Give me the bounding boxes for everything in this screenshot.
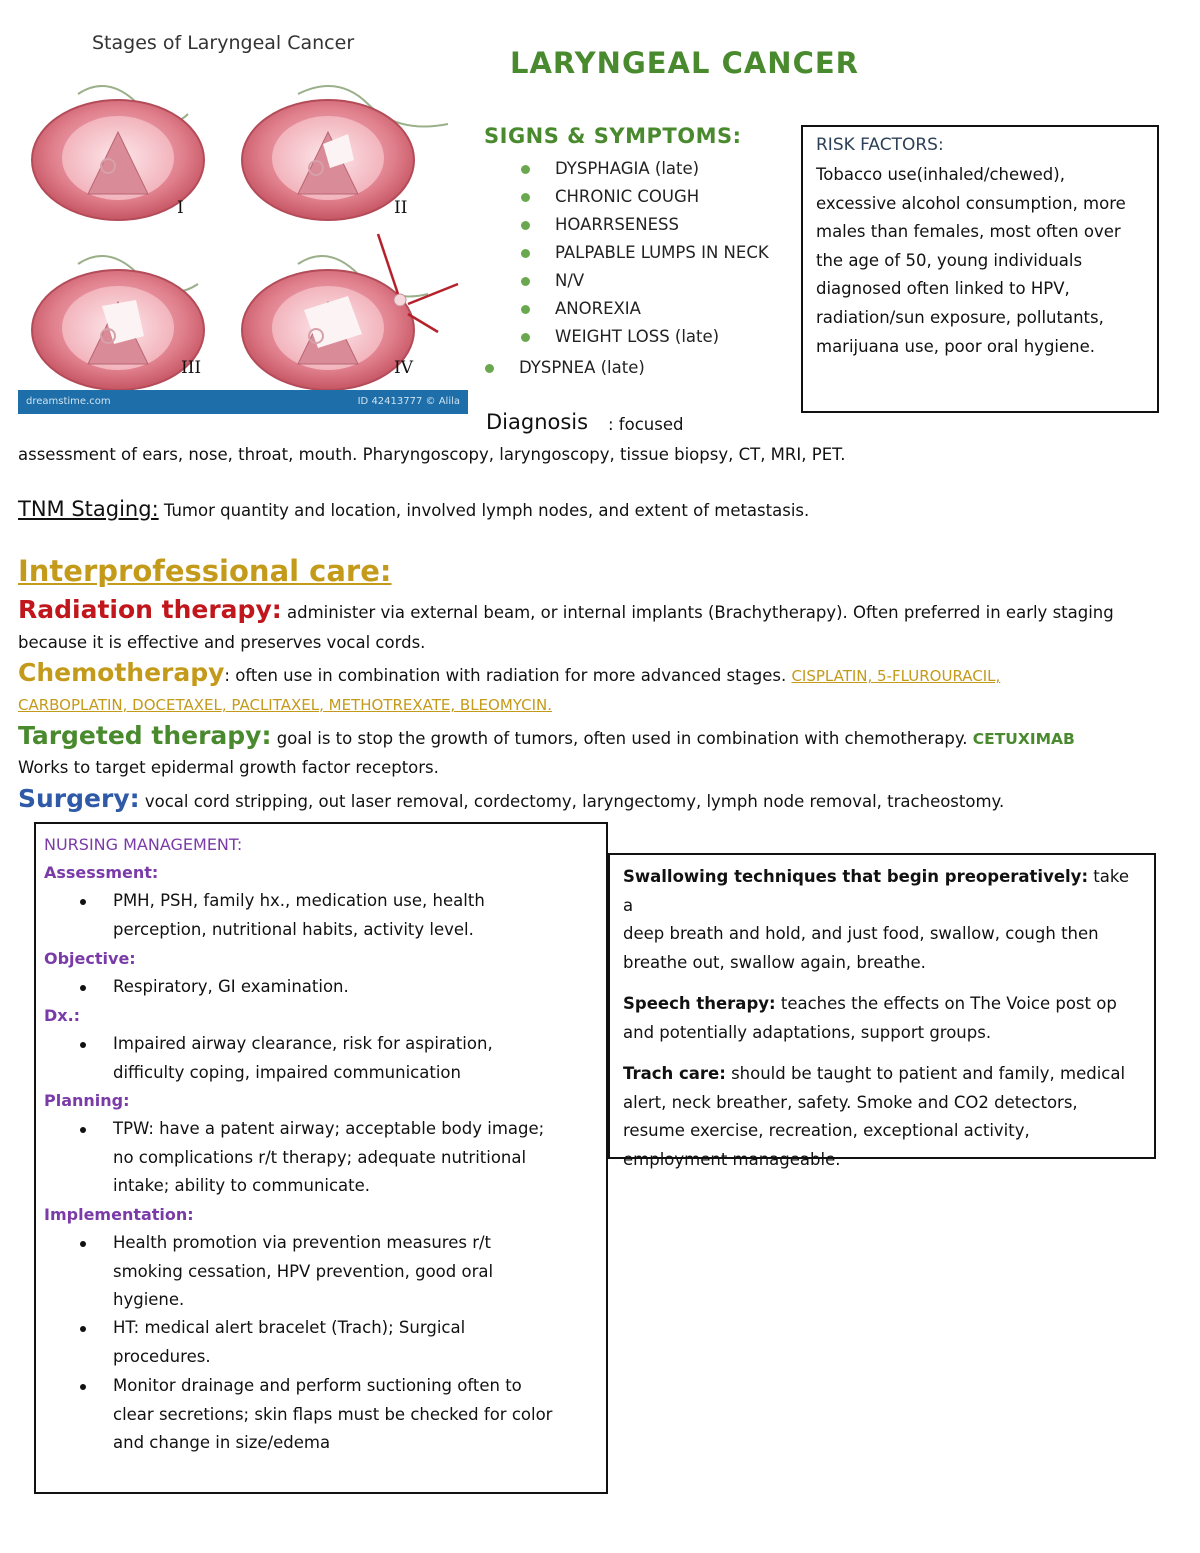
bullet-icon — [80, 899, 86, 905]
laryngeal-stages-figure — [18, 28, 468, 414]
bullet-icon — [80, 985, 86, 991]
bullet-icon — [521, 305, 530, 314]
figure-title: Stages of Laryngeal Cancer — [92, 32, 355, 54]
tnm-text: Tumor quantity and location, involved lymph nodes, and extent of metastasis. — [158, 501, 810, 520]
planning-heading: Planning: — [44, 1091, 130, 1110]
nursing-management-box — [34, 822, 608, 1494]
assessment-item: PMH, PSH, family hx., medication use, health perception, nutritional habits, activity level. — [113, 887, 485, 944]
stage-label-3: III — [181, 358, 202, 378]
trach-care: Trach care: should be taught to patient and family, medical alert, neck breather, safety. Smoke and CO2 detectors, resume exercise, recreation, exceptional activity, employment manageable. — [623, 1064, 1126, 1169]
chemo-drugs-2: CARBOPLATIN, DOCETAXEL, PACLITAXEL, METHOTREXATE, BLEOMYCIN. — [18, 696, 553, 714]
assessment-heading: Assessment: — [44, 863, 159, 882]
symptom-item: WEIGHT LOSS (late) — [555, 327, 719, 346]
surgery-line: Surgery: vocal cord stripping, out laser removal, cordectomy, laryngectomy, lymph node removal, tracheostomy. — [18, 784, 1005, 813]
bullet-icon — [521, 193, 530, 202]
surgery-label: Surgery: — [18, 784, 140, 813]
risk-factors-box — [801, 125, 1159, 413]
targeted-drug: CETUXIMAB — [972, 730, 1075, 748]
diagnosis-label: Diagnosis — [486, 410, 589, 434]
targeted-line-2: Works to target epidermal growth factor receptors. — [18, 758, 439, 777]
implementation-heading: Implementation: — [44, 1205, 194, 1224]
bullet-icon — [80, 1127, 86, 1133]
larynx-stages-illustration — [18, 64, 468, 390]
figure-credit-right: ID 42413777 © Alila — [357, 396, 460, 407]
stage-2-larynx — [242, 86, 448, 220]
stage-4-larynx — [242, 234, 458, 390]
stage-label-1: I — [177, 198, 184, 218]
bullet-icon — [521, 333, 530, 342]
risk-text: Tobacco use(inhaled/chewed), excessive alcohol consumption, more males than females, most often over the age of 50, young individuals diagnosed often linked to HPV, radiation/sun exposure, pollutants, marijuana use, poor oral hygiene. — [816, 165, 1126, 356]
bullet-icon — [521, 165, 530, 174]
symptom-item-dyspnea: DYSPNEA (late) — [519, 358, 645, 377]
bullet-icon — [521, 249, 530, 258]
symptom-item: DYSPHAGIA (late) — [555, 159, 699, 178]
symptom-item: CHRONIC COUGH — [555, 187, 699, 206]
implementation-item: Health promotion via prevention measures r/t smoking cessation, HPV prevention, good oral hygiene. — [113, 1229, 493, 1315]
bullet-icon — [80, 1326, 86, 1332]
bullet-icon — [485, 364, 494, 373]
implementation-item: Monitor drainage and perform suctioning often to clear secretions; skin flaps must be checked for color and change in size/edema — [113, 1372, 552, 1458]
diagnosis-text-2: assessment of ears, nose, throat, mouth. Pharyngoscopy, laryngoscopy, tissue biopsy, CT, MRI, PET. — [18, 445, 846, 464]
symptom-item: HOARRSENESS — [555, 215, 679, 234]
bullet-icon — [80, 1384, 86, 1390]
radiation-line-1: Radiation therapy: administer via external beam, or internal implants (Brachytherapy). Often preferred in early staging — [18, 595, 1114, 624]
chemo-line-2 — [18, 690, 552, 720]
page-title: LARYNGEAL CANCER — [510, 46, 859, 80]
figure-footer — [18, 390, 468, 414]
implementation-item: HT: medical alert bracelet (Trach); Surgical procedures. — [113, 1314, 465, 1371]
objective-item: Respiratory, GI examination. — [113, 973, 349, 1002]
bullet-icon — [80, 1241, 86, 1247]
objective-heading: Objective: — [44, 949, 136, 968]
tnm-staging — [18, 497, 809, 521]
stage-label-4: IV — [394, 358, 413, 378]
radiation-label: Radiation therapy — [18, 595, 272, 624]
chemo-label: Chemotherapy — [18, 658, 225, 687]
signs-heading: SIGNS & SYMPTOMS: — [484, 124, 742, 148]
figure-credit-left: dreamstime.com — [26, 396, 111, 407]
chemo-line-1: Chemotherapy: often use in combination with radiation for more advanced stages. CISPLATIN, 5-FLUROURACIL, — [18, 658, 1001, 687]
swallowing-techniques: Swallowing techniques that begin preoperatively: take a deep breath and hold, and just food, swallow, cough then breathe out, swallow again, breathe. — [623, 867, 1129, 972]
targeted-label: Targeted therapy: — [18, 721, 272, 750]
stage-label-2: II — [394, 198, 408, 218]
tnm-label: TNM Staging: — [18, 497, 159, 521]
diagnosis-text-1: : focused — [608, 415, 684, 434]
post-op-care-box — [608, 853, 1156, 1169]
interprofessional-heading: Interprofessional care: — [18, 554, 392, 588]
bullet-icon — [521, 221, 530, 230]
symptom-item: ANOREXIA — [555, 299, 641, 318]
radiation-line-2: because it is effective and preserves vocal cords. — [18, 633, 426, 652]
dx-heading: Dx.: — [44, 1006, 81, 1025]
symptom-item: PALPABLE LUMPS IN NECK — [555, 243, 769, 262]
risk-heading: RISK FACTORS: — [816, 135, 944, 155]
nursing-heading: NURSING MANAGEMENT: — [44, 835, 243, 854]
stage-3-larynx — [32, 256, 204, 390]
symptom-item: N/V — [555, 271, 584, 290]
speech-therapy: Speech therapy: teaches the effects on The Voice post op and potentially adaptations, support groups. — [623, 994, 1117, 1042]
bullet-icon — [521, 277, 530, 286]
bullet-icon — [80, 1042, 86, 1048]
dx-item: Impaired airway clearance, risk for aspiration, difficulty coping, impaired communication — [113, 1030, 493, 1087]
targeted-line-1: Targeted therapy: goal is to stop the growth of tumors, often used in combination with chemotherapy. CETUXIMAB — [18, 721, 1075, 750]
planning-item: TPW: have a patent airway; acceptable body image; no complications r/t therapy; adequate nutritional intake; ability to communicate. — [113, 1115, 544, 1201]
chemo-drugs-1: CISPLATIN, 5-FLUROURACIL, — [791, 667, 1001, 685]
